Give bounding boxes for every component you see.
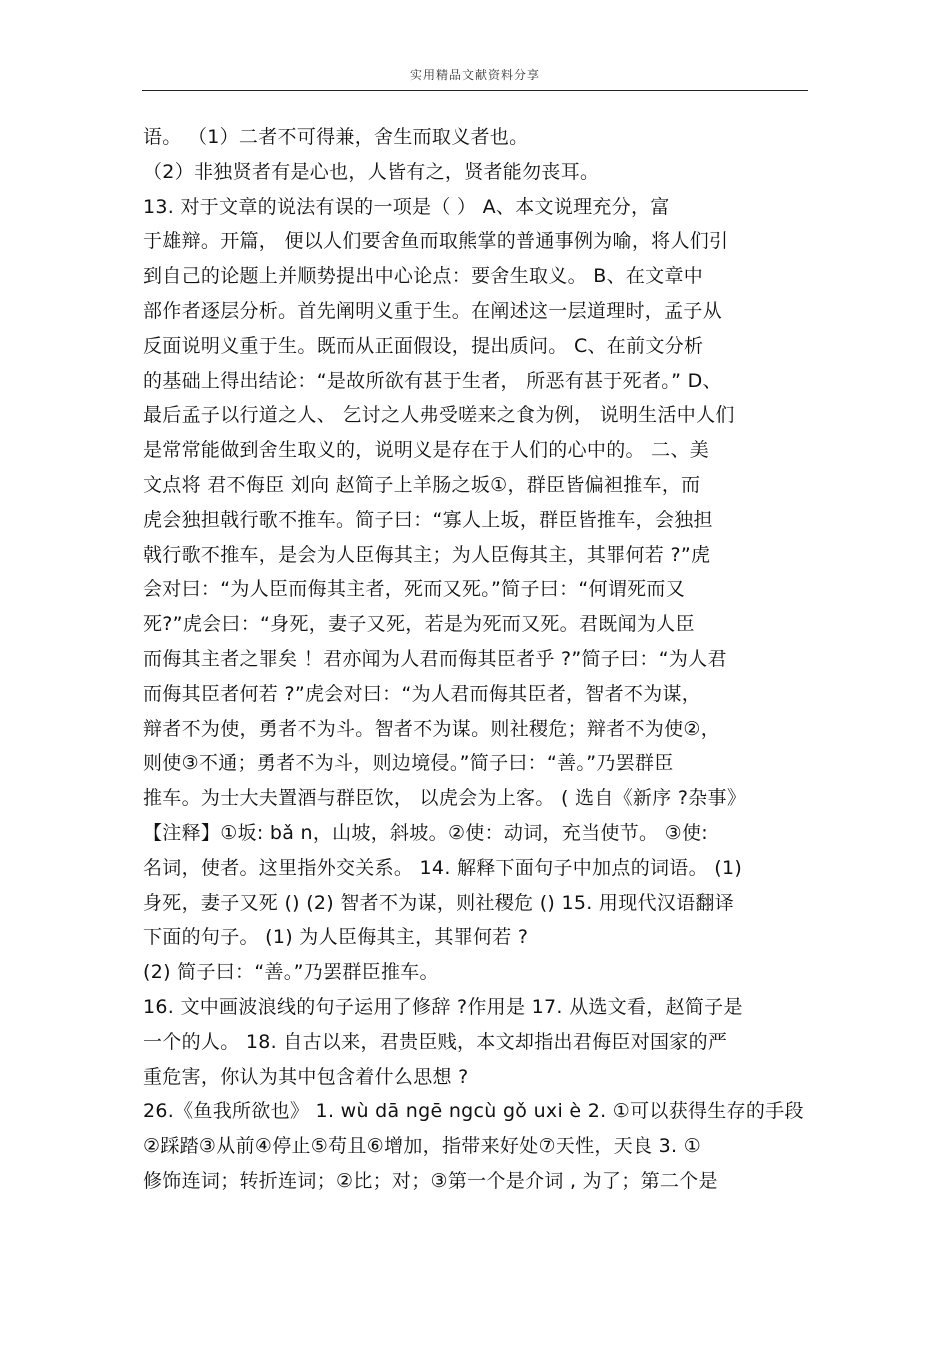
text-line: 13. 对于文章的说法有误的一项是（ ） A、本文说理充分，富 xyxy=(143,195,670,218)
text-line: 文点将 君不侮臣 刘向 赵简子上羊肠之坂①，群臣皆偏袒推车，而 xyxy=(143,473,701,496)
text-line: 虎会独担戟行歌不推车。简子曰：“寡人上坂，群臣皆推车，会独担 xyxy=(143,508,713,531)
text-line: 名词，使者。这里指外交关系。 14. 解释下面句子中加点的词语。 (1) xyxy=(143,856,743,879)
text-line: 身死，妻子又死 () (2) 智者不为谋，则社稷危 () 15. 用现代汉语翻译 xyxy=(143,891,735,914)
text-line: 戟行歌不推车，是会为人臣侮其主；为人臣侮其主，其罪何若 ?”虎 xyxy=(143,543,711,566)
text-line: 死?”虎会曰：“身死，妻子又死，若是为死而又死。君既闻为人臣 xyxy=(143,613,695,636)
text-line: 辩者不为使，勇者不为斗。智者不为谋。则社稷危；辩者不为使②， xyxy=(143,717,721,740)
text-line: 部作者逐层分析。首先阐明义重于生。在阐述这一层道理时，孟子从 xyxy=(143,299,723,322)
text-line: 的基础上得出结论：“是故所欲有甚于生者， 所恶有甚于死者。” D、 xyxy=(143,369,722,392)
header-divider xyxy=(142,90,808,91)
text-line: 最后孟子以行道之人、 乞讨之人弗受嗟来之食为例， 说明生活中人们 xyxy=(143,404,735,427)
text-line: 推车。为士大夫置酒与群臣饮， 以虎会为上客。 ( 选自《新序 ?杂事》 xyxy=(143,787,747,810)
text-line: 重危害，你认为其中包含着什么思想 ? xyxy=(143,1065,469,1088)
text-line: (2) 简子曰：“善。”乃罢群臣推车。 xyxy=(143,961,439,984)
text-line: 到自己的论题上并顺势提出中心论点：要舍生取义。 B、在文章中 xyxy=(143,265,704,288)
text-line: 则使③不通；勇者不为斗，则边境侵。”简子曰：“善。”乃罢群臣 xyxy=(143,752,674,775)
text-line: 下面的句子。 (1) 为人臣侮其主，其罪何若 ? xyxy=(143,926,529,949)
page-header: 实用精品文献资料分享 xyxy=(409,68,540,82)
text-line: 一个的人。 18. 自古以来，君贵臣贱，本文却指出君侮臣对国家的严 xyxy=(143,1030,728,1053)
text-line: 会对曰：“为人臣而侮其主者，死而又死。”简子曰：“何谓死而又 xyxy=(143,578,686,601)
text-line: 而侮其臣者何若 ?”虎会对曰：“为人君而侮其臣者，智者不为谋， xyxy=(143,682,702,705)
text-line: 而侮其主者之罪矣 ！君亦闻为人君而侮其臣者乎 ?”简子曰：“为人君 xyxy=(143,647,727,670)
text-line: 【注释】①坂: bǎ n，山坡，斜坡。②使：动词，充当使节。 ③使: xyxy=(143,821,708,844)
text-line: 16. 文中画波浪线的句子运用了修辞 ?作用是 17. 从选文看，赵简子是 xyxy=(143,995,743,1018)
text-line: 修饰连词；转折连词；②比；对；③第一个是介词 , 为了；第二个是 xyxy=(143,1169,718,1192)
text-line: 反面说明义重于生。既而从正面假设，提出质问。 C、在前文分析 xyxy=(143,334,704,357)
document-body xyxy=(143,120,863,1199)
text-line: 是常常能做到舍生取义的，说明义是存在于人们的心中的。 二、美 xyxy=(143,439,710,462)
text-line: 26.《鱼我所欲也》 1. wù dā ngē ngcù gǒ uxi è 2. ①可以获得生存的手段 xyxy=(143,1100,804,1123)
text-line: 语。 （1）二者不可得兼，舍生而取义者也。 xyxy=(143,126,529,148)
text-line: （2）非独贤者有是心也，人皆有之，贤者能勿丧耳。 xyxy=(143,160,600,183)
text-line: ②踩踏③从前④停止⑤苟且⑥增加，指带来好处⑦天性，天良 3. ① xyxy=(143,1135,702,1158)
text-line: 于雄辩。开篇， 便以人们要舍鱼而取熊掌的普通事例为喻，将人们引 xyxy=(143,230,729,253)
